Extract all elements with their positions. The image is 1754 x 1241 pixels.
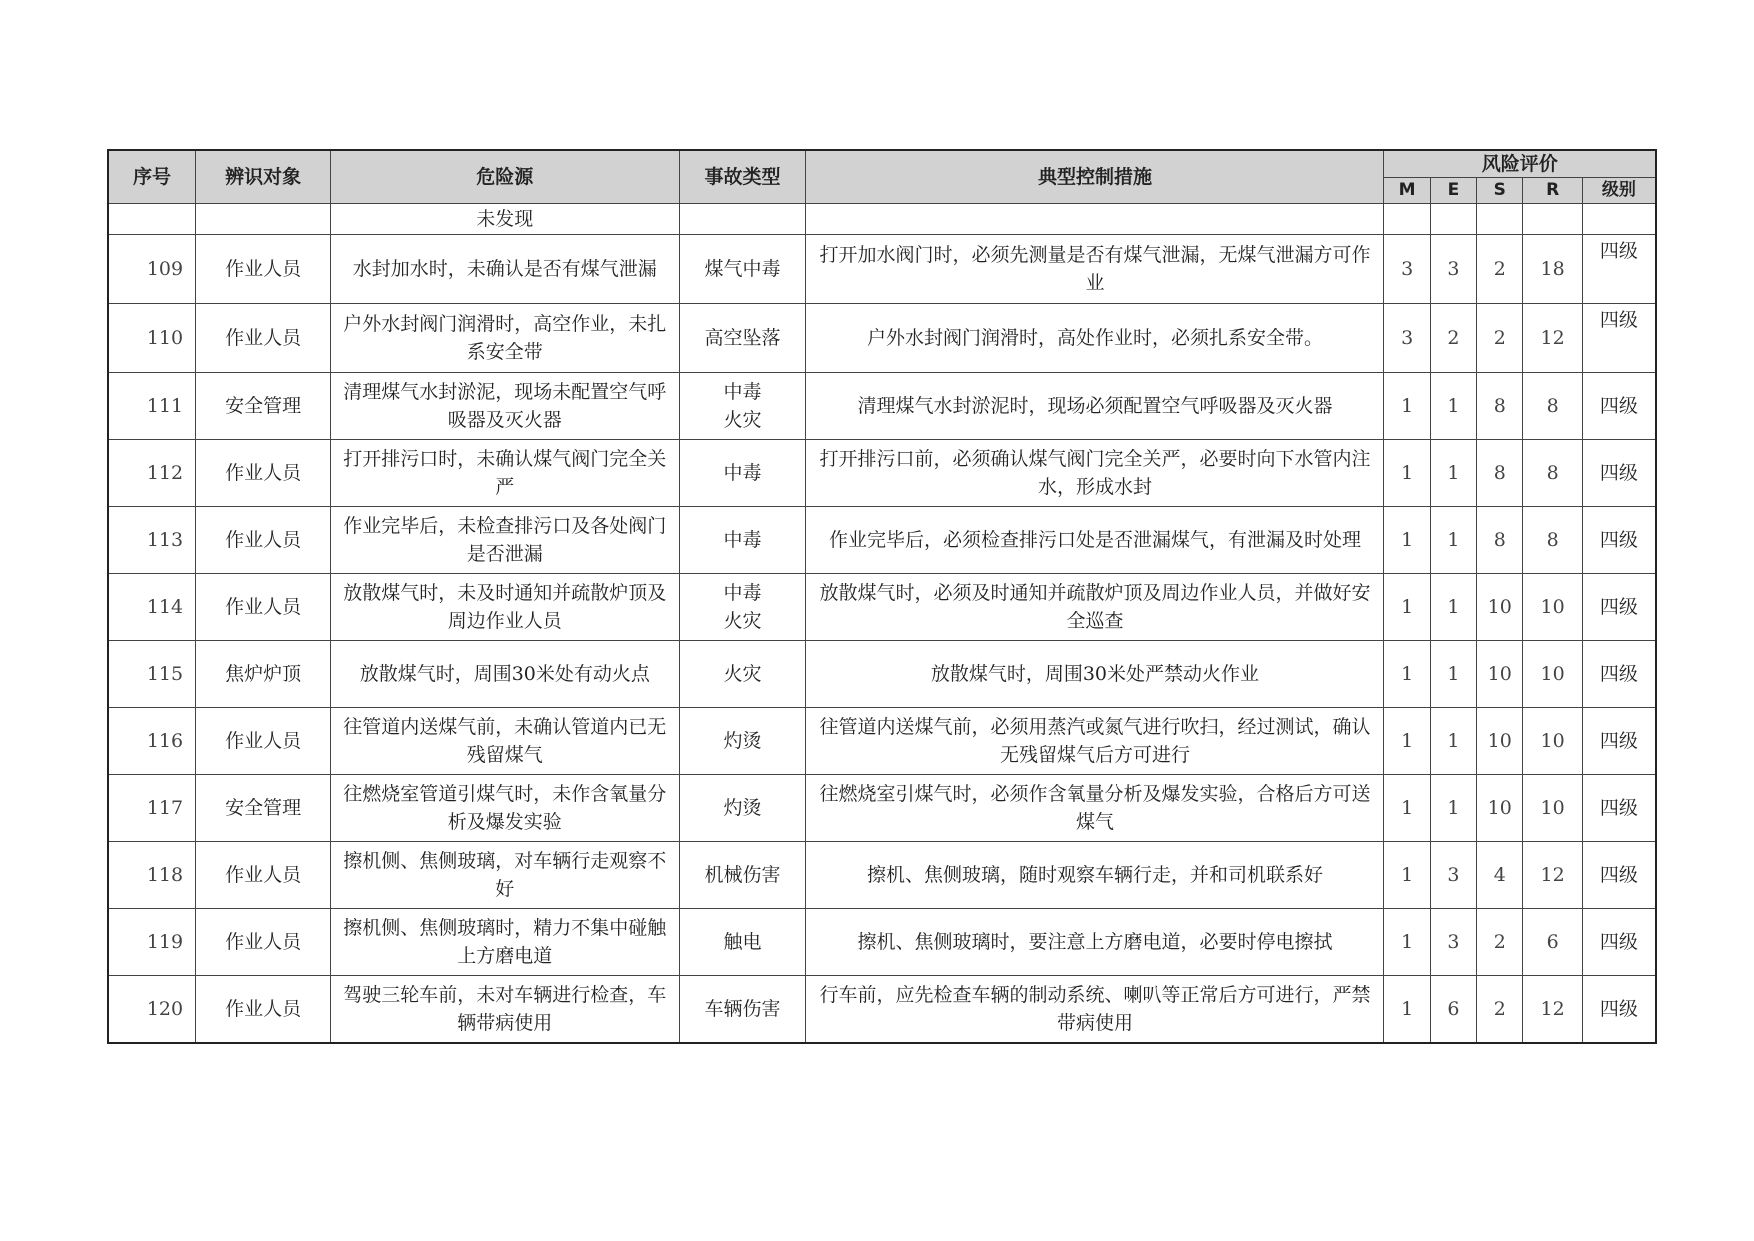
cell-seq: 110 <box>108 304 196 373</box>
accident-type-label: 中毒 <box>723 462 762 484</box>
cell-hazard: 往燃烧室管道引煤气时，未作含氧量分析及爆发实验 <box>331 775 679 842</box>
table-row <box>108 842 1656 909</box>
cell-control: 作业完毕后，必须检查排污口处是否泄漏煤气，有泄漏及时处理 <box>806 507 1384 574</box>
cell-r: 10 <box>1523 708 1582 775</box>
cell-target: 作业人员 <box>196 976 331 1044</box>
table-row <box>108 775 1656 842</box>
cell-level: 四级 <box>1582 842 1656 909</box>
table-row <box>108 976 1656 1044</box>
cell-m: 1 <box>1384 909 1430 976</box>
cell-r: 8 <box>1523 440 1582 507</box>
cell-r: 12 <box>1523 304 1582 373</box>
header-s: S <box>1477 178 1523 204</box>
cell-empty <box>1477 204 1523 235</box>
cell-target: 作业人员 <box>196 235 331 304</box>
cell-e: 1 <box>1430 775 1476 842</box>
cell-m: 1 <box>1384 708 1430 775</box>
cell-empty <box>679 204 806 235</box>
table-row <box>108 304 1656 373</box>
cell-accident-type <box>679 708 806 775</box>
cell-e: 3 <box>1430 842 1476 909</box>
table-body <box>108 204 1656 1044</box>
cell-m: 3 <box>1384 235 1430 304</box>
cell-s: 8 <box>1477 440 1523 507</box>
table-row <box>108 507 1656 574</box>
cell-hazard: 往管道内送煤气前，未确认管道内已无残留煤气 <box>331 708 679 775</box>
table-row <box>108 708 1656 775</box>
cell-level: 四级 <box>1582 373 1656 440</box>
cell-e: 1 <box>1430 641 1476 708</box>
accident-type-label: 灼烫 <box>723 730 762 752</box>
cell-seq: 113 <box>108 507 196 574</box>
cell-empty <box>1523 204 1582 235</box>
risk-assessment-table <box>107 149 1657 1044</box>
cell-s: 2 <box>1477 304 1523 373</box>
cell-s: 8 <box>1477 507 1523 574</box>
table-row <box>108 235 1656 304</box>
table-row <box>108 440 1656 507</box>
cell-r: 10 <box>1523 641 1582 708</box>
cell-hazard: 放散煤气时，周围30米处有动火点 <box>331 641 679 708</box>
cell-s: 10 <box>1477 775 1523 842</box>
cell-level: 四级 <box>1582 909 1656 976</box>
cell-e: 1 <box>1430 507 1476 574</box>
cell-accident-type <box>679 304 806 373</box>
cell-seq: 114 <box>108 574 196 641</box>
cell-control: 放散煤气时，必须及时通知并疏散炉顶及周边作业人员，并做好安全巡查 <box>806 574 1384 641</box>
cell-m: 3 <box>1384 304 1430 373</box>
cell-m: 1 <box>1384 373 1430 440</box>
cell-hazard: 驾驶三轮车前，未对车辆进行检查，车辆带病使用 <box>331 976 679 1044</box>
cell-accident-type <box>679 440 806 507</box>
cell-hazard: 未发现 <box>331 204 679 235</box>
cell-accident-type <box>679 574 806 641</box>
cell-accident-type <box>679 507 806 574</box>
cell-target: 作业人员 <box>196 304 331 373</box>
cell-r: 12 <box>1523 842 1582 909</box>
cell-s: 8 <box>1477 373 1523 440</box>
cell-seq: 119 <box>108 909 196 976</box>
table-header <box>108 150 1656 204</box>
accident-type-label: 高空坠落 <box>704 327 781 349</box>
cell-level: 四级 <box>1582 976 1656 1044</box>
cell-accident-type <box>679 775 806 842</box>
cell-m: 1 <box>1384 976 1430 1044</box>
cell-r: 12 <box>1523 976 1582 1044</box>
cell-empty <box>1582 204 1656 235</box>
cell-s: 10 <box>1477 574 1523 641</box>
accident-type-label: 中毒 <box>723 381 762 403</box>
cell-seq: 117 <box>108 775 196 842</box>
cell-level: 四级 <box>1582 440 1656 507</box>
cell-control: 打开加水阀门时，必须先测量是否有煤气泄漏，无煤气泄漏方可作业 <box>806 235 1384 304</box>
continuation-row <box>108 204 1656 235</box>
cell-m: 1 <box>1384 574 1430 641</box>
cell-target: 作业人员 <box>196 574 331 641</box>
header-level: 级别 <box>1582 178 1656 204</box>
cell-accident-type <box>679 842 806 909</box>
cell-hazard: 作业完毕后，未检查排污口及各处阀门是否泄漏 <box>331 507 679 574</box>
cell-hazard: 放散煤气时，未及时通知并疏散炉顶及周边作业人员 <box>331 574 679 641</box>
cell-control: 户外水封阀门润滑时，高处作业时，必须扎系安全带。 <box>806 304 1384 373</box>
cell-hazard: 水封加水时，未确认是否有煤气泄漏 <box>331 235 679 304</box>
header-seq: 序号 <box>108 150 196 204</box>
cell-target: 作业人员 <box>196 842 331 909</box>
cell-accident-type <box>679 373 806 440</box>
cell-m: 1 <box>1384 842 1430 909</box>
cell-empty <box>196 204 331 235</box>
cell-level: 四级 <box>1582 641 1656 708</box>
cell-s: 10 <box>1477 641 1523 708</box>
header-control-measures: 典型控制措施 <box>806 150 1384 204</box>
cell-level: 四级 <box>1582 775 1656 842</box>
accident-type-label: 火灾 <box>723 409 762 431</box>
cell-seq: 111 <box>108 373 196 440</box>
cell-s: 10 <box>1477 708 1523 775</box>
cell-r: 10 <box>1523 775 1582 842</box>
accident-type-label: 灼烫 <box>723 797 762 819</box>
accident-type-label: 触电 <box>723 931 762 953</box>
cell-accident-type <box>679 235 806 304</box>
cell-seq: 112 <box>108 440 196 507</box>
cell-hazard: 擦机侧、焦侧玻璃，对车辆行走观察不好 <box>331 842 679 909</box>
cell-control: 打开排污口前，必须确认煤气阀门完全关严，必要时向下水管内注水，形成水封 <box>806 440 1384 507</box>
cell-seq: 109 <box>108 235 196 304</box>
cell-s: 4 <box>1477 842 1523 909</box>
cell-seq: 120 <box>108 976 196 1044</box>
accident-type-label: 中毒 <box>723 582 762 604</box>
cell-s: 2 <box>1477 976 1523 1044</box>
header-accident-type: 事故类型 <box>679 150 806 204</box>
accident-type-label: 火灾 <box>723 610 762 632</box>
header-hazard: 危险源 <box>331 150 679 204</box>
cell-e: 1 <box>1430 440 1476 507</box>
header-e: E <box>1430 178 1476 204</box>
table-row <box>108 909 1656 976</box>
cell-target: 安全管理 <box>196 373 331 440</box>
accident-type-label: 机械伤害 <box>704 864 781 886</box>
cell-hazard: 清理煤气水封淤泥，现场未配置空气呼吸器及灭火器 <box>331 373 679 440</box>
accident-type-label: 火灾 <box>723 663 762 685</box>
cell-empty <box>108 204 196 235</box>
cell-e: 2 <box>1430 304 1476 373</box>
cell-accident-type <box>679 641 806 708</box>
header-risk-evaluation: 风险评价 <box>1384 150 1656 178</box>
cell-target: 安全管理 <box>196 775 331 842</box>
cell-hazard: 擦机侧、焦侧玻璃时，精力不集中碰触上方磨电道 <box>331 909 679 976</box>
cell-r: 8 <box>1523 507 1582 574</box>
cell-level: 四级 <box>1582 304 1656 373</box>
cell-s: 2 <box>1477 235 1523 304</box>
cell-e: 1 <box>1430 708 1476 775</box>
cell-e: 1 <box>1430 373 1476 440</box>
cell-control: 擦机、焦侧玻璃时，要注意上方磨电道，必要时停电擦拭 <box>806 909 1384 976</box>
cell-e: 6 <box>1430 976 1476 1044</box>
table-row <box>108 641 1656 708</box>
cell-r: 6 <box>1523 909 1582 976</box>
cell-accident-type <box>679 976 806 1044</box>
cell-empty <box>1384 204 1430 235</box>
cell-target: 作业人员 <box>196 708 331 775</box>
cell-target: 焦炉炉顶 <box>196 641 331 708</box>
cell-e: 3 <box>1430 909 1476 976</box>
cell-m: 1 <box>1384 507 1430 574</box>
cell-control: 清理煤气水封淤泥时，现场必须配置空气呼吸器及灭火器 <box>806 373 1384 440</box>
accident-type-label: 煤气中毒 <box>704 258 781 280</box>
header-m: M <box>1384 178 1430 204</box>
cell-s: 2 <box>1477 909 1523 976</box>
cell-level: 四级 <box>1582 235 1656 304</box>
cell-m: 1 <box>1384 775 1430 842</box>
header-target: 辨识对象 <box>196 150 331 204</box>
cell-empty <box>1430 204 1476 235</box>
cell-control: 往燃烧室引煤气时，必须作含氧量分析及爆发实验，合格后方可送煤气 <box>806 775 1384 842</box>
cell-target: 作业人员 <box>196 909 331 976</box>
cell-control: 往管道内送煤气前，必须用蒸汽或氮气进行吹扫，经过测试，确认无残留煤气后方可进行 <box>806 708 1384 775</box>
cell-seq: 115 <box>108 641 196 708</box>
cell-accident-type <box>679 909 806 976</box>
cell-r: 8 <box>1523 373 1582 440</box>
cell-target: 作业人员 <box>196 507 331 574</box>
cell-seq: 116 <box>108 708 196 775</box>
accident-type-label: 中毒 <box>723 529 762 551</box>
accident-type-label: 车辆伤害 <box>704 998 781 1020</box>
table-row <box>108 373 1656 440</box>
cell-hazard: 打开排污口时，未确认煤气阀门完全关严 <box>331 440 679 507</box>
cell-m: 1 <box>1384 440 1430 507</box>
header-r: R <box>1523 178 1582 204</box>
cell-empty <box>806 204 1384 235</box>
cell-e: 3 <box>1430 235 1476 304</box>
table-row <box>108 574 1656 641</box>
cell-target: 作业人员 <box>196 440 331 507</box>
cell-level: 四级 <box>1582 708 1656 775</box>
cell-control: 擦机、焦侧玻璃，随时观察车辆行走，并和司机联系好 <box>806 842 1384 909</box>
cell-level: 四级 <box>1582 574 1656 641</box>
cell-level: 四级 <box>1582 507 1656 574</box>
cell-control: 行车前，应先检查车辆的制动系统、喇叭等正常后方可进行，严禁带病使用 <box>806 976 1384 1044</box>
cell-m: 1 <box>1384 641 1430 708</box>
cell-seq: 118 <box>108 842 196 909</box>
cell-hazard: 户外水封阀门润滑时，高空作业，未扎系安全带 <box>331 304 679 373</box>
cell-r: 10 <box>1523 574 1582 641</box>
cell-control: 放散煤气时，周围30米处严禁动火作业 <box>806 641 1384 708</box>
cell-r: 18 <box>1523 235 1582 304</box>
cell-e: 1 <box>1430 574 1476 641</box>
